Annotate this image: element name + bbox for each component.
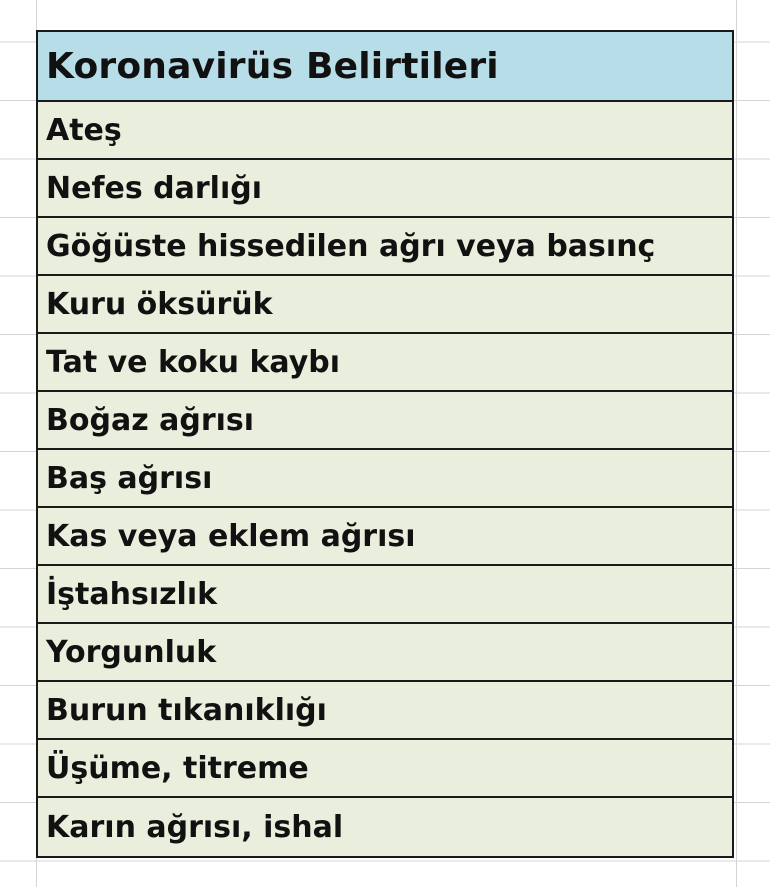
- table-row[interactable]: Kuru öksürük: [38, 276, 732, 334]
- table-row[interactable]: Yorgunluk: [38, 624, 732, 682]
- table-row[interactable]: İştahsızlık: [38, 566, 732, 624]
- table-row[interactable]: Karın ağrısı, ishal: [46, 809, 344, 845]
- column-gridline: [736, 0, 737, 887]
- table-row[interactable]: Boğaz ağrısı: [38, 392, 732, 450]
- table-row[interactable]: Ateş: [38, 102, 732, 160]
- table-row[interactable]: Nefes darlığı: [38, 160, 732, 218]
- table-header-cell[interactable]: Koronavirüs Belirtileri: [38, 32, 732, 102]
- table-row[interactable]: Burun tıkanıklığı: [38, 682, 732, 740]
- table-row[interactable]: Tat ve koku kaybı: [38, 334, 732, 392]
- symptoms-table: [36, 30, 734, 858]
- table-row[interactable]: Üşüme, titreme: [38, 740, 732, 798]
- table-row[interactable]: Baş ağrısı: [38, 450, 732, 508]
- table-row[interactable]: Kas veya eklem ağrısı: [38, 508, 732, 566]
- table-row[interactable]: Göğüste hissedilen ağrı veya basınç: [38, 218, 732, 276]
